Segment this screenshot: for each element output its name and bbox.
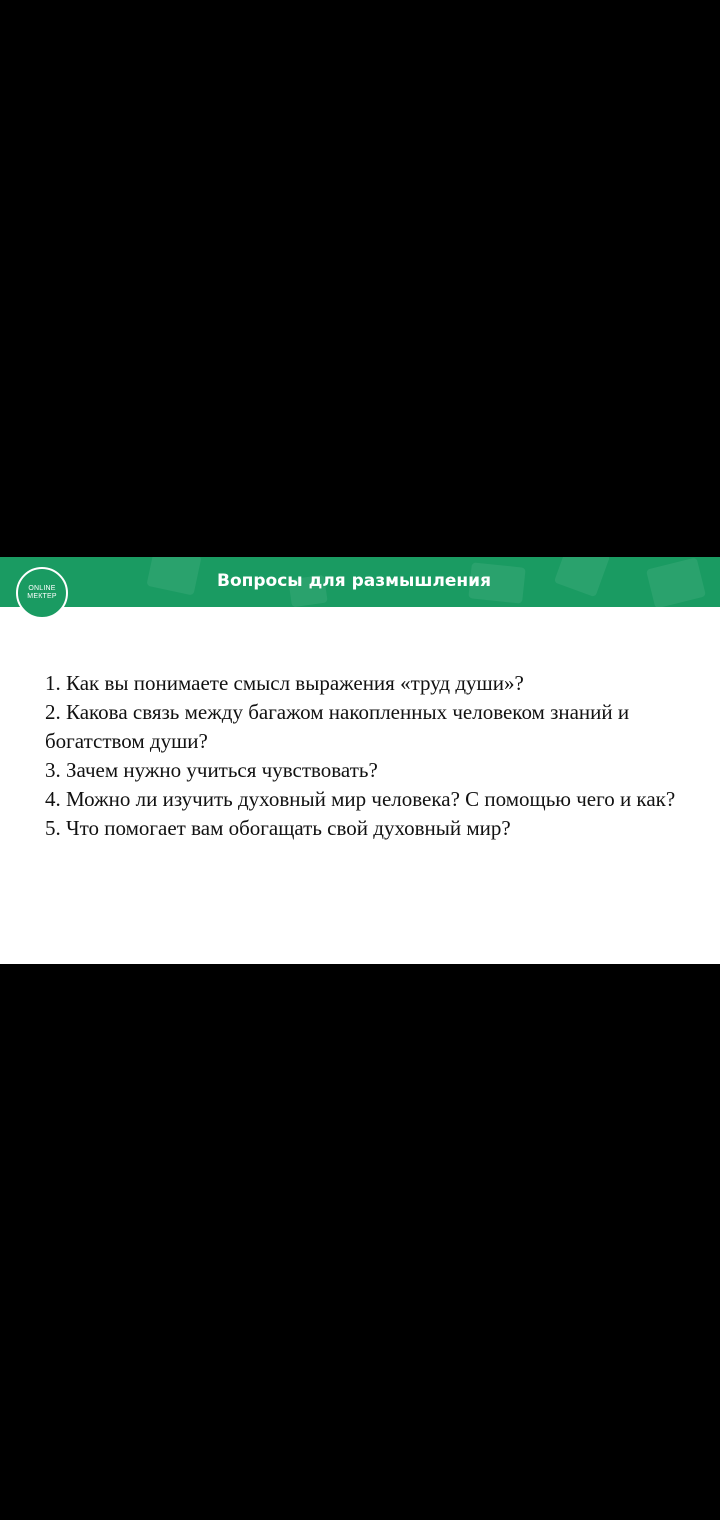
question-item: 1. Как вы понимаете смысл выражения «труд души»? bbox=[45, 671, 524, 695]
question-item: 4. Можно ли изучить духовный мир человека? С помощью чего и как? bbox=[45, 787, 676, 811]
question-item: 5. Что помогает вам обогащать свой духовный мир? bbox=[45, 816, 511, 840]
header-decoration bbox=[646, 557, 706, 607]
slide bbox=[0, 557, 720, 964]
slide-header bbox=[0, 557, 720, 607]
slide-title: Вопросы для размышления bbox=[217, 571, 492, 591]
question-item: 2. Какова связь между багажом накопленных человеком знаний и богатством души? bbox=[45, 700, 630, 753]
logo-line-2: МЕКТЕР bbox=[27, 593, 57, 600]
header-decoration bbox=[146, 557, 201, 596]
logo-text bbox=[27, 585, 56, 601]
questions-list bbox=[45, 669, 705, 843]
logo-line-1: ONLINE bbox=[28, 585, 56, 592]
question-item: 3. Зачем нужно учиться чувствовать? bbox=[45, 758, 378, 782]
online-mekter-logo-icon bbox=[16, 567, 68, 619]
header-decoration bbox=[554, 557, 610, 597]
